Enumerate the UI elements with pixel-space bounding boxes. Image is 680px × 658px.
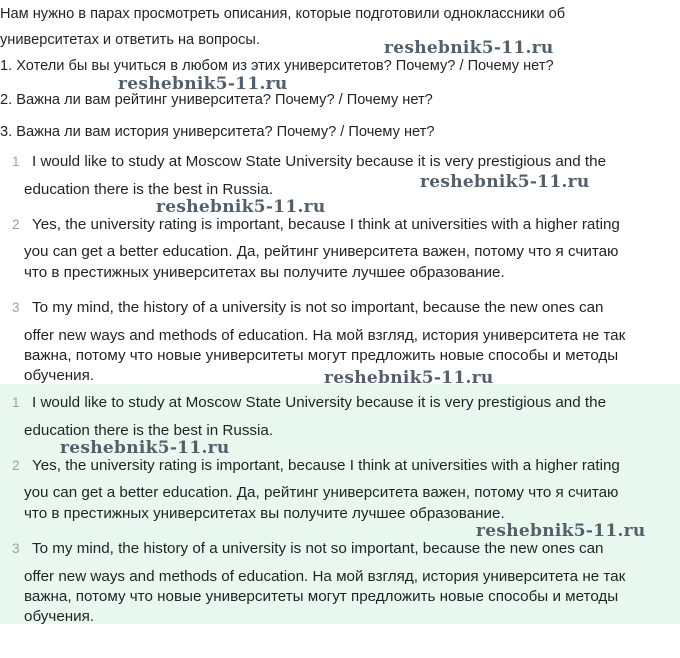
answer-text: Yes, the university rating is important, because I think at universities with a higher rating: [32, 216, 620, 233]
answer-line: [24, 456, 620, 476]
answer-line: важна, потому что новые университеты могут предложить новые способы и методы: [24, 347, 619, 364]
answer-number: 1: [12, 395, 20, 410]
watermark: reshebnik5-11.ru: [476, 521, 646, 541]
answer-number: 3: [12, 300, 20, 315]
watermark: reshebnik5-11.ru: [156, 197, 326, 217]
answer-line: что в престижных университетах вы получите лучшее образование.: [24, 505, 505, 522]
watermark: reshebnik5-11.ru: [324, 368, 494, 388]
answer-number: 2: [12, 458, 20, 473]
answer-line: [24, 152, 606, 172]
answer-line: [24, 298, 604, 318]
answer-line: [24, 393, 606, 413]
answer-line: education there is the best in Russia.: [24, 422, 274, 439]
answer-text: To my mind, the history of a university is not so important, because the new ones can: [32, 540, 604, 557]
question-3: 3. Важна ли вам история университета? Почему? / Почему нет?: [0, 124, 435, 140]
answer-text: I would like to study at Moscow State University because it is very prestigious and the: [32, 394, 607, 411]
intro-line-2: университетах и ответить на вопросы.: [0, 32, 260, 48]
answer-text: Yes, the university rating is important, because I think at universities with a higher rating: [32, 457, 620, 474]
answer-line: обучения.: [24, 608, 95, 625]
answer-number: 2: [12, 217, 20, 232]
answer-line: you can get a better education. Да, рейтинг университета важен, потому что я считаю: [24, 484, 619, 501]
watermark: reshebnik5-11.ru: [60, 438, 230, 458]
answer-line: education there is the best in Russia.: [24, 181, 274, 198]
answer-line: обучения.: [24, 367, 95, 384]
intro-line-1: Нам нужно в парах просмотреть описания, которые подготовили одноклассники об: [0, 6, 566, 22]
answer-line: [24, 215, 620, 235]
answer-line: you can get a better education. Да, рейтинг университета важен, потому что я считаю: [24, 243, 619, 260]
watermark: reshebnik5-11.ru: [118, 74, 288, 94]
answer-line: что в престижных университетах вы получите лучшее образование.: [24, 264, 505, 281]
answer-line: offer new ways and methods of education. На мой взгляд, история университета не так: [24, 568, 626, 585]
answer-line: важна, потому что новые университеты могут предложить новые способы и методы: [24, 588, 619, 605]
answer-line: offer new ways and methods of education. На мой взгляд, история университета не так: [24, 327, 626, 344]
answer-number: 3: [12, 541, 20, 556]
answer-text: I would like to study at Moscow State University because it is very prestigious and the: [32, 153, 607, 170]
answer-line: [24, 539, 604, 559]
question-2: 2. Важна ли вам рейтинг университета? Почему? / Почему нет?: [0, 92, 433, 108]
question-1: 1. Хотели бы вы учиться в любом из этих университетов? Почему? / Почему нет?: [0, 58, 554, 74]
watermark: reshebnik5-11.ru: [384, 38, 554, 58]
answer-number: 1: [12, 154, 20, 169]
answer-text: To my mind, the history of a university is not so important, because the new ones can: [32, 299, 604, 316]
watermark: reshebnik5-11.ru: [420, 172, 590, 192]
